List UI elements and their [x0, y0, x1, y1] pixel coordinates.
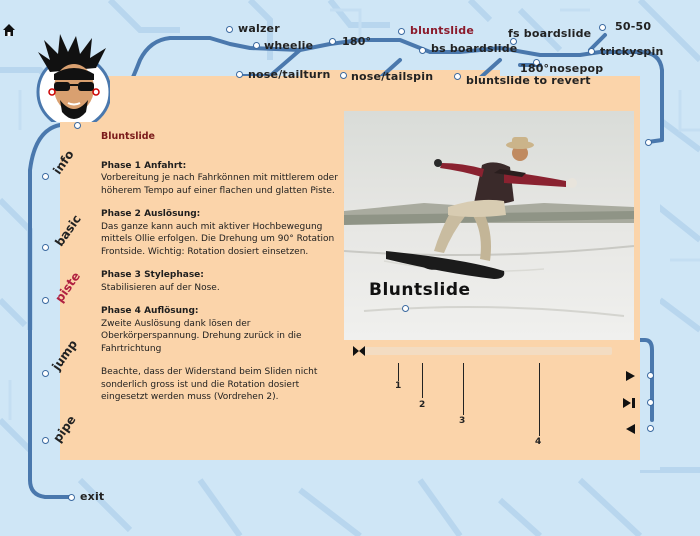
video-frame [344, 111, 634, 340]
marker-tick [422, 363, 423, 398]
phase-text: Vorbereitung je nach Fahrkönnen mit mittlerem oder höherem Tempo auf einer flachen und glatten Piste. [101, 173, 338, 196]
nav-node [398, 28, 405, 35]
nav-item-bluntslide-to-revert[interactable]: bluntslide to revert [466, 74, 591, 87]
rewind-icon[interactable] [624, 423, 636, 437]
sidebar-node [42, 370, 49, 377]
snowboarder-image [344, 111, 634, 340]
marker-tick [463, 363, 464, 415]
marker-tick [398, 363, 399, 381]
nav-node [253, 42, 260, 49]
phase-2 [101, 208, 346, 258]
nav-item-180[interactable]: 180° [342, 35, 372, 48]
phase-heading: Phase 3 Stylephase: [101, 270, 204, 280]
marker-label: 2 [419, 400, 426, 410]
nav-item-nose-tailspin[interactable]: nose/tailspin [351, 70, 434, 83]
marker-label: 3 [459, 416, 466, 426]
control-node [647, 399, 654, 406]
nav-item-trickyspin[interactable]: trickyspin [600, 45, 664, 58]
sidebar-item-pipe[interactable]: pipe [50, 412, 79, 446]
play-icon[interactable] [624, 370, 636, 384]
sidebar-item-info[interactable]: info [50, 147, 77, 178]
sidebar-node [42, 173, 49, 180]
nav-item-bluntslide[interactable]: bluntslide [410, 24, 474, 37]
nav-item-bs-boardslide[interactable]: bs boardslide [431, 42, 518, 55]
phase-3 [101, 269, 346, 294]
nav-node [329, 38, 336, 45]
phase-text: Das ganze kann auch mit aktiver Hochbewegung mittels Ollie erfolgen. Die Drehung um 90° Rotation Frontside. Wichtig: Rotation dosiert einsetzen. [101, 221, 335, 257]
step-icon[interactable] [622, 397, 636, 411]
nav-item-180-nosepop[interactable]: 180°nosepop [520, 62, 604, 75]
sidebar-item-piste[interactable]: piste [52, 269, 84, 306]
exit-node [68, 494, 75, 501]
control-node [647, 372, 654, 379]
phase-1 [101, 160, 346, 198]
note-text: Beachte, dass der Widerstand beim Sliden nicht sonderlich gross ist und die Rotation dosiert eingesetzt werden muss (Vordrehen 2). [101, 367, 318, 402]
phase-heading: Phase 1 Anfahrt: [101, 160, 187, 171]
nav-item-50-50[interactable]: 50-50 [615, 20, 652, 33]
home-icon[interactable] [2, 22, 16, 36]
phase-heading: Phase 4 Auflösung: [101, 306, 199, 316]
track-node [645, 139, 652, 146]
nav-node [236, 71, 243, 78]
sidebar-item-jump[interactable]: jump [49, 337, 81, 374]
nav-node [340, 72, 347, 79]
video-label: Bluntslide [369, 280, 471, 300]
timeline-bar[interactable] [362, 347, 612, 355]
marker-label: 1 [395, 381, 402, 391]
sidebar-node [42, 244, 49, 251]
content-title: Bluntslide [101, 131, 155, 142]
exit-button[interactable]: exit [80, 490, 105, 503]
marker-label: 4 [535, 437, 542, 447]
nav-item-walzer[interactable]: walzer [238, 22, 280, 35]
nav-node [599, 24, 606, 31]
sidebar-node [42, 437, 49, 444]
timeline-handle-icon[interactable] [352, 344, 366, 360]
nav-item-nose-tailturn[interactable]: nose/tailturn [248, 68, 331, 81]
content-text [101, 131, 346, 415]
control-node [647, 425, 654, 432]
marker-tick [539, 363, 540, 436]
nav-item-wheelie[interactable]: wheelie [264, 39, 314, 52]
phase-text: Stabilisieren auf der Nose. [101, 282, 220, 293]
phase-4 [101, 305, 346, 355]
track-node [74, 122, 81, 129]
nav-node [419, 47, 426, 54]
phase-heading: Phase 2 Auslösung: [101, 209, 201, 219]
avatar [30, 32, 110, 122]
nav-item-fs-boardslide[interactable]: fs boardslide [508, 27, 592, 40]
phase-text: Zweite Auslösung dank lösen der Oberkörperspannung. Drehung zurück in die Fahrtrichtung [101, 318, 302, 354]
sidebar-item-basic[interactable]: basic [52, 212, 84, 250]
video-node [402, 305, 409, 312]
nav-node [588, 48, 595, 55]
sidebar-node [42, 297, 49, 304]
nav-node [226, 26, 233, 33]
nav-node [454, 73, 461, 80]
